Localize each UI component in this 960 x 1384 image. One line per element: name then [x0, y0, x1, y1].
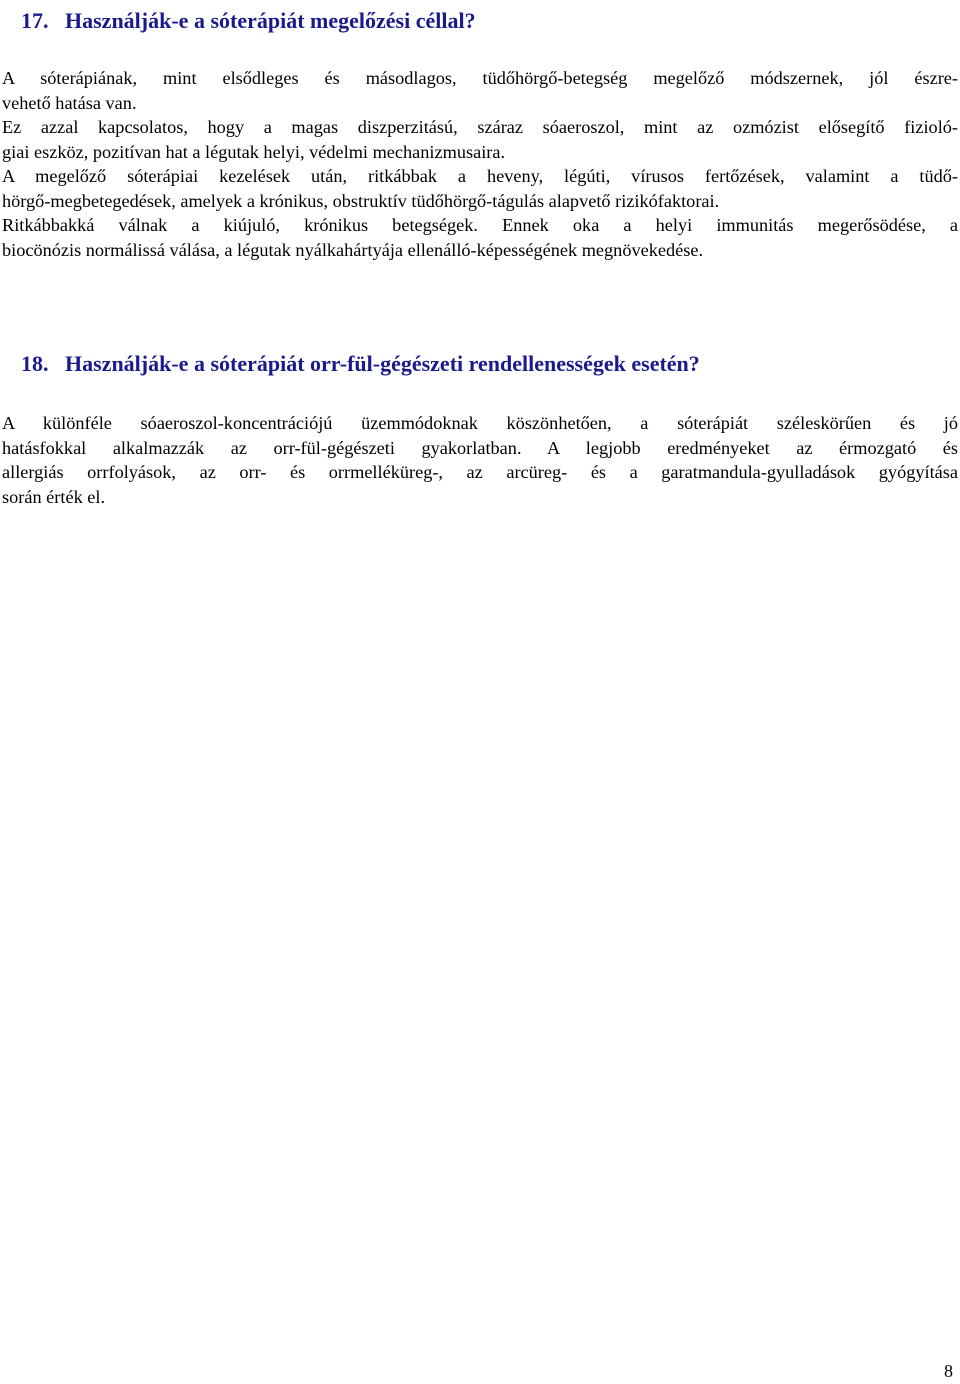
section-17-paragraph [2, 66, 958, 262]
section-17-title: Használják-e a sóterápiát megelőzési céllal? [65, 8, 476, 33]
section-17-number: 17. [21, 8, 49, 33]
paragraph-line: A megelőző sóterápiai kezelések után, ritkábbak a heveny, légúti, vírusos fertőzések, valamint a tüdő- [2, 166, 958, 186]
paragraph-line: allergiás orrfolyások, az orr- és orrmelléküreg-, az arcüreg- és a garatmandula-gyulladások gyógyítása [2, 462, 958, 482]
paragraph-line: A sóterápiának, mint elsődleges és másodlagos, tüdőhörgő-betegség megelőző módszernek, jól észre- [2, 68, 958, 88]
paragraph-line: során érték el. [2, 486, 106, 507]
paragraph-line: giai eszköz, pozitívan hat a légutak helyi, védelmi mechanizmusaira. [2, 141, 506, 162]
page-number: 8 [944, 1361, 953, 1381]
section-18-title: Használják-e a sóterápiát orr-fül-gégészeti rendellenességek esetén? [65, 351, 700, 376]
paragraph-line: biocönózis normálissá válása, a légutak nyálkahártyája ellenálló-képességének megnövekedése. [2, 239, 704, 260]
paragraph-line: hatásfokkal alkalmazzák az orr-fül-gégészeti gyakorlatban. A legjobb eredményeket az érmozgató és [2, 437, 958, 458]
section-18-paragraph [2, 411, 958, 509]
section-18-number: 18. [21, 351, 49, 376]
section-17-heading [21, 7, 476, 35]
paragraph-line: Ritkábbakká válnak a kiújuló, krónikus betegségek. Ennek oka a helyi immunitás megerősödése, a [2, 215, 958, 235]
paragraph-line: Ez azzal kapcsolatos, hogy a magas diszperzitású, száraz sóaeroszol, mint az ozmózist elősegítő fizioló- [2, 117, 958, 137]
section-18-heading [21, 350, 700, 378]
paragraph-line: hörgő-megbetegedések, amelyek a krónikus, obstruktív tüdőhörgő-tágulás alapvető rizikófaktorai. [2, 190, 720, 211]
paragraph-line: A különféle sóaeroszol-koncentrációjú üzemmódoknak köszönhetően, a sóterápiát széleskörűen és jó [2, 413, 958, 433]
paragraph-line: vehető hatása van. [2, 92, 137, 113]
